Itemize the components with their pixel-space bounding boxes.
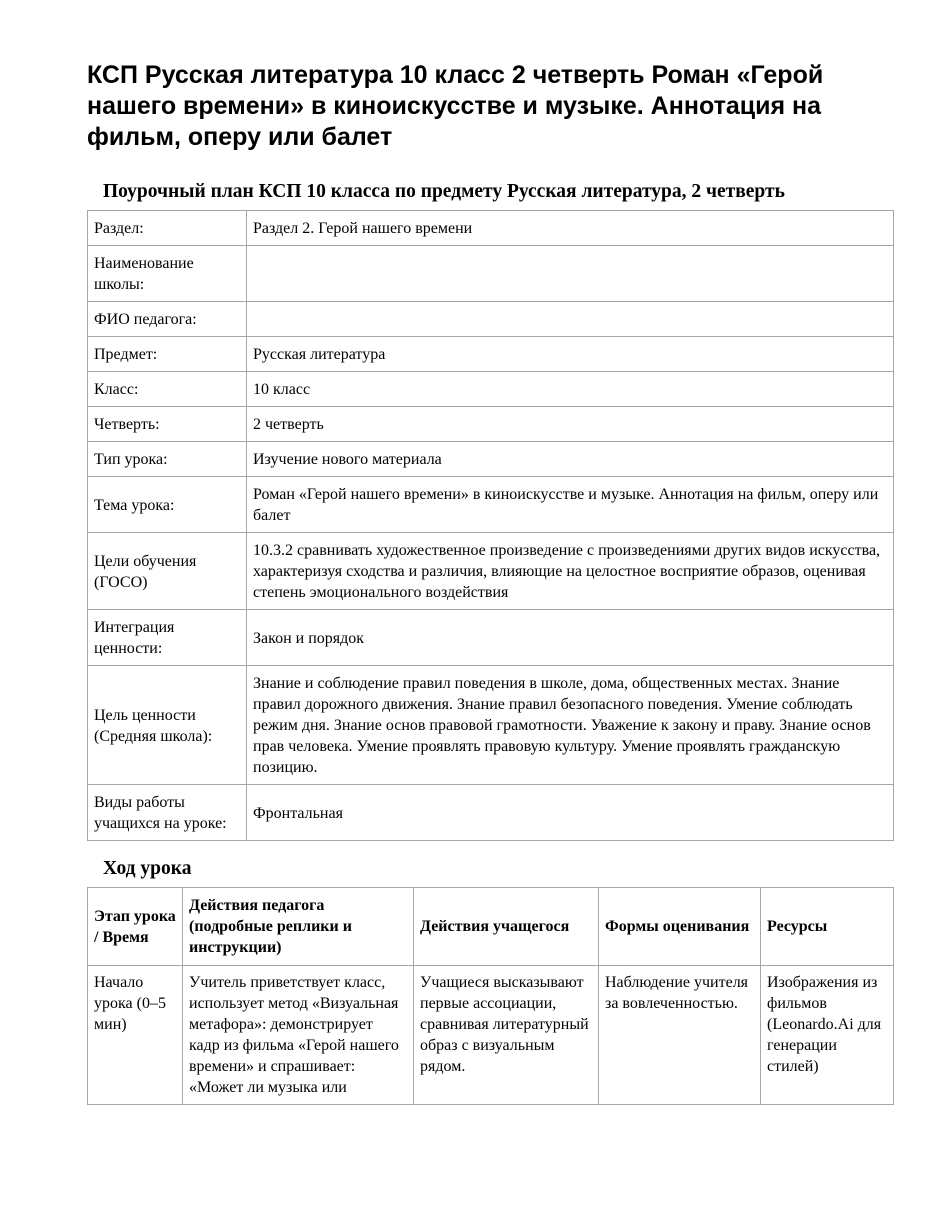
info-row: [88, 533, 894, 610]
flow-header-assessment: Формы оценивания: [599, 888, 761, 966]
info-label: Раздел:: [88, 211, 247, 246]
info-row: [88, 477, 894, 533]
info-label: Цель ценности (Средняя школа):: [88, 666, 247, 785]
flow-cell-student: Учащиеся высказывают первые ассоциации, сравнивая литературный образ с визуальным рядом.: [414, 966, 599, 1105]
info-label: Интеграция ценности:: [88, 610, 247, 666]
info-label: ФИО педагога:: [88, 302, 247, 337]
info-label: Виды работы учащихся на уроке:: [88, 785, 247, 841]
info-row: [88, 246, 894, 302]
info-row: [88, 337, 894, 372]
flow-header-teacher: Действия педагога (подробные реплики и инструкции): [183, 888, 414, 966]
lesson-flow-table: [87, 887, 894, 1105]
info-label: Класс:: [88, 372, 247, 407]
info-value: Русская литература: [247, 337, 894, 372]
flow-header-student: Действия учащегося: [414, 888, 599, 966]
info-value: Закон и порядок: [247, 610, 894, 666]
document-page: [87, 0, 893, 1105]
info-value: Роман «Герой нашего времени» в киноискусстве и музыке. Аннотация на фильм, оперу или балет: [247, 477, 894, 533]
info-label: Цели обучения (ГОСО): [88, 533, 247, 610]
flow-header-stage: Этап урока / Время: [88, 888, 183, 966]
flow-row: [88, 966, 894, 1105]
info-row: [88, 211, 894, 246]
info-value: Фронтальная: [247, 785, 894, 841]
info-label: Наименование школы:: [88, 246, 247, 302]
flow-header-row: [88, 888, 894, 966]
lesson-info-table: [87, 210, 894, 841]
info-label: Предмет:: [88, 337, 247, 372]
flow-header-resources: Ресурсы: [761, 888, 894, 966]
info-row: [88, 785, 894, 841]
flow-heading: Ход урока: [103, 858, 192, 879]
info-value: [247, 302, 894, 337]
info-row: [88, 407, 894, 442]
info-row: [88, 302, 894, 337]
info-row: [88, 372, 894, 407]
info-label: Тема урока:: [88, 477, 247, 533]
lesson-flow-body: [88, 966, 894, 1105]
flow-cell-assessment: Наблюдение учителя за вовлеченностью.: [599, 966, 761, 1105]
info-row: [88, 442, 894, 477]
info-row: [88, 610, 894, 666]
info-value: Раздел 2. Герой нашего времени: [247, 211, 894, 246]
lesson-info-body: [88, 211, 894, 841]
flow-cell-stage: Начало урока (0–5 мин): [88, 966, 183, 1105]
info-value: 2 четверть: [247, 407, 894, 442]
flow-cell-resources: Изображения из фильмов (Leonardo.Ai для генерации стилей): [761, 966, 894, 1105]
flow-cell-teacher: Учитель приветствует класс, использует метод «Визуальная метафора»: демонстрирует кадр из фильма «Герой нашего времени» и спрашивает: «Может ли музыка или: [183, 966, 414, 1105]
document-title: КСП Русская литература 10 класс 2 четверть Роман «Герой нашего времени» в киноискусстве и музыке. Аннотация на фильм, оперу или балет: [87, 61, 824, 151]
info-row: [88, 666, 894, 785]
info-value: Изучение нового материала: [247, 442, 894, 477]
info-value: Знание и соблюдение правил поведения в школе, дома, общественных местах. Знание правил дорожного движения. Знание правил безопасного поведения. Умение соблюдать режим дня. Знание основ правовой грамотности. Уважение к закону и праву. Знание основ прав человека. Умение проявлять правовую культуру. Умение проявлять гражданскую позицию.: [247, 666, 894, 785]
info-label: Тип урока:: [88, 442, 247, 477]
info-value: 10 класс: [247, 372, 894, 407]
plan-heading: Поурочный план КСП 10 класса по предмету Русская литература, 2 четверть: [103, 181, 785, 202]
info-value: 10.3.2 сравнивать художественное произведение с произведениями других видов искусства, характеризуя сходства и различия, влияющие на целостное восприятие образов, оценивая степень эмоционального воздействия: [247, 533, 894, 610]
info-label: Четверть:: [88, 407, 247, 442]
info-value: [247, 246, 894, 302]
